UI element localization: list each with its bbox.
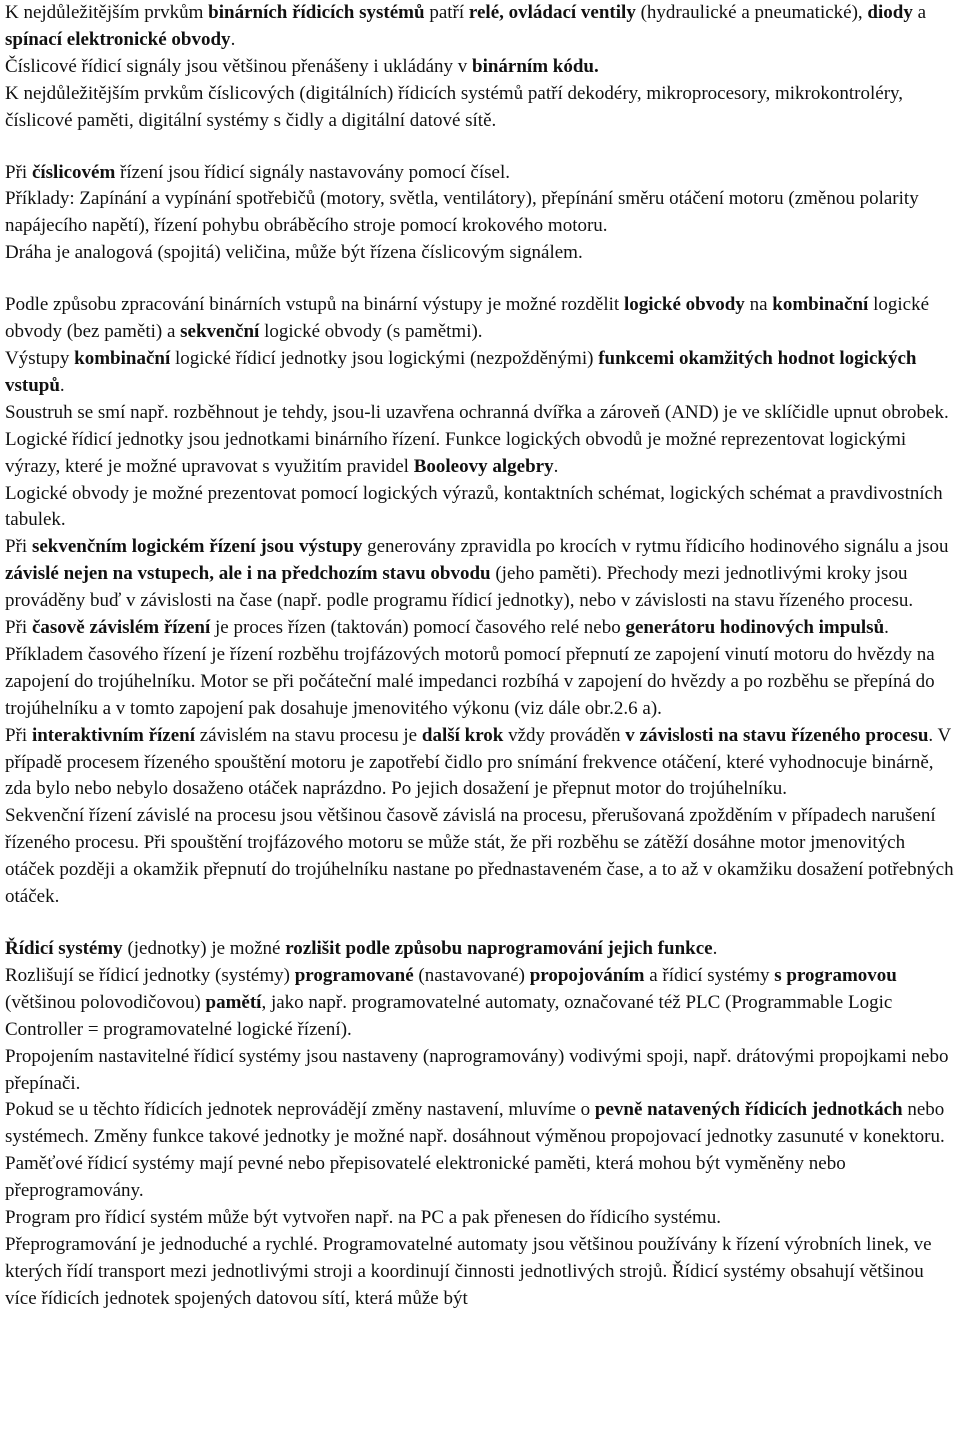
paragraph [5,936,955,963]
text-run: Propojením nastavitelné řídicí systémy jsou nastaveny (naprogramovány) vodivými spoji, např. drátovými propojkami nebo přepínači. [5,1045,949,1094]
bold-text: interaktivním řízení [31,724,195,746]
text-run: . [553,455,559,477]
text-run: , jako např. programovatelné automaty, označované též PLC (Programmable Logic Controller = programovatelné logické řízení). [5,991,893,1040]
paragraph [5,346,955,400]
bold-text: programované [294,964,414,986]
paragraph [5,1097,955,1151]
text-run: na [744,294,773,316]
text-run: (jeho paměti). Přechody mezi jednotlivými kroky jsou prováděny buď v závislosti na čase (např. podle programu řídicí jednotky), nebo v závislosti na stavu řízeného procesu. [5,563,914,612]
text-run: Logické obvody je možné prezentovat pomocí logických výrazů, kontaktních schémat, logických schémat a pravdivostních tabulek. [5,482,943,531]
bold-text: pamětí [205,991,262,1013]
text-run: K nejdůležitějším prvkům [5,2,209,23]
paragraph [5,400,955,427]
bold-text: funkcemi okamžitých hodnot logických vstupů [5,347,917,396]
paragraph [5,723,955,804]
text-run: a řídicí systémy [644,964,775,986]
paragraph [5,160,955,187]
text-run: Soustruh se smí např. rozběhnout je tehdy, jsou-li uzavřena ochranná dvířka a zároveň (AND) je ve sklíčidle upnut obrobek. [5,401,949,423]
bold-text: další krok [421,724,504,746]
paragraph-gap [5,267,955,292]
text-run: . V případě procesem řízeného spouštění motoru je zapotřebí čidlo pro snímání frekvence otáčení, které vyhodnocuje binárně, zda bylo nebo nebylo dosaženo otáček naprázdno. Po jejich dosažení je přepnut motor do trojúhelníku. [5,724,951,800]
text-run: Sekvenční řízení závislé na procesu jsou většinou časově závislá na procesu, přerušovaná zpožděním v případech narušení řízeného procesu. Při spouštění trojfázového motoru se může stát, že při rozběhu se zátěží dosáhne motor jmenovitých otáček později a okamžik přepnutí do trojúhelníku nastane po přednastaveném čase, a to až v okamžiku dosažení potřebných otáček. [5,805,954,908]
text-run: Číslicové řídicí signály jsou většinou přenášeny i ukládány v [5,55,473,77]
paragraph [5,615,955,723]
text-run: je proces řízen (taktován) pomocí časového relé nebo [210,617,626,639]
text-run: Logické řídicí jednotky jsou jednotkami binárního řízení. Funkce logických obvodů je možné reprezentovat logickými výrazy, které je možné upravovat s využitím pravidel [5,428,907,477]
paragraph-gap [5,911,955,936]
paragraph [5,54,955,81]
text-run: . [230,28,236,50]
paragraph [5,1205,955,1232]
bold-text: generátoru hodinových impulsů [625,617,885,639]
text-run: (většinou polovodičovou) [5,991,206,1013]
text-run: . [712,938,718,959]
bold-text: sekvenčním logickém řízení jsou výstupy [31,536,363,558]
paragraph [5,1044,955,1098]
text-run: Při [5,536,32,558]
paragraph [5,292,955,346]
text-run: Paměťové řídicí systémy mají pevné nebo přepisovatelé elektronické paměti, která mohou být vyměněny nebo přeprogramovány. [5,1153,846,1202]
paragraph [5,81,955,135]
bold-text: kombinační [74,347,171,369]
bold-text: závislé nejen na vstupech, ale i na předchozím stavu obvodu [5,563,491,585]
text-run: Přeprogramování je jednoduché a rychlé. Programovatelné automaty jsou většinou používány k řízení výrobních linek, ve kterých řídí transport mezi jednotlivými stroji a koordinují činnosti jednotlivých strojů. Řídicí systémy obsahují většinou více řídicích jednotek spojených datovou sítí, která může být [5,1233,932,1309]
paragraph [5,240,955,267]
text-run: Při [5,161,32,183]
bold-text: sekvenční [180,321,260,343]
paragraph-gap [5,135,955,160]
bold-text: číslicovém [31,161,116,183]
paragraph [5,534,955,615]
text-run: logické řídicí jednotky jsou logickými (nezpožděnými) [170,347,599,369]
text-run: Při [5,724,32,746]
bold-text: s programovou [774,964,897,986]
bold-text: relé, ovládací ventily [468,2,636,23]
text-run: Příklady: Zapínání a vypínání spotřebičů (motory, světla, ventilátory), přepínání směru otáčení motoru (změnou polarity napájecího napětí), řízení pohybu obráběcího stroje pomocí krokového motoru. [5,188,919,237]
bold-text: binárních řídicích systémů [208,2,425,23]
paragraph [5,427,955,481]
bold-text: pevně natavených řídicích jednotkách [594,1099,903,1121]
text-run: logické obvody (bez paměti) a [5,294,930,343]
paragraph [5,803,955,911]
bold-text: binárním kódu. [472,55,599,77]
text-run: . Příkladem časového řízení je řízení rozběhu trojfázových motorů pomocí přepnutí ze zapojení vinutí motoru do hvězdy na zapojení do trojúhelníku. Motor se při počáteční malé impedanci rozbíhá v zapojení do hvězdy a po rozběhu se přepíná do trojúhelníku a v tomto zapojení pak dosahuje jmenovitého výkonu (viz dále obr.2.6 a). [5,617,935,719]
text-run: Při [5,617,32,639]
text-run: Dráha je analogová (spojitá) veličina, může být řízena číslicovým signálem. [5,242,583,264]
text-run: K nejdůležitějším prvkům číslicových (digitálních) řídicích systémů patří dekodéry, mikroprocesory, mikrokontroléry, číslicové paměti, digitální systémy s čidly a digitální datové sítě. [5,82,904,131]
text-run: . [59,374,65,396]
text-run: generovány zpravidla po krocích v rytmu řídicího hodinového signálu a jsou [362,536,949,558]
text-run: řízení jsou řídicí signály nastavovány pomocí čísel. [115,161,510,183]
bold-text: v závislosti na stavu řízeného procesu [625,724,929,746]
text-run: Program pro řídicí systém může být vytvořen např. na PC a pak přenesen do řídicího systému. [5,1207,722,1229]
bold-text: časově závislém řízení [31,617,211,639]
bold-text: diody [867,2,913,23]
text-run: logické obvody (s pamětmi). [259,321,483,343]
paragraph [5,963,955,1044]
bold-text: Booleovy algebry [413,455,554,477]
text-run: (hydraulické a pneumatické), [635,2,868,23]
bold-text: kombinační [772,294,869,316]
document-body [5,0,955,1313]
paragraph [5,0,955,54]
bold-text: rozlišit podle způsobu naprogramování jejich funkce [285,938,713,959]
bold-text: logické obvody [623,294,745,316]
text-run: (jednotky) je možné [122,938,286,959]
text-run: a [912,2,927,23]
paragraph [5,186,955,240]
text-run: (nastavované) [413,964,530,986]
bold-text: propojováním [529,964,645,986]
text-run: nebo systémech. Změny funkce takové jednotky je možné např. dosáhnout výměnou propojovací jednotky zasunuté v konektoru. [5,1099,945,1148]
bold-text: Řídicí systémy [5,938,123,959]
text-run: Pokud se u těchto řídicích jednotek neprovádějí změny nastavení, mluvíme o [5,1099,595,1121]
text-run: vždy prováděn [503,724,626,746]
text-run: Podle způsobu zpracování binárních vstupů na binární výstupy je možné rozdělit [5,294,624,316]
text-run: závislém na stavu procesu je [195,724,422,746]
bold-text: spínací elektronické obvody [5,28,231,50]
text-run: patří [424,2,469,23]
paragraph [5,481,955,535]
paragraph [5,1151,955,1205]
text-run: Rozlišují se řídicí jednotky (systémy) [5,964,295,986]
paragraph [5,1232,955,1313]
text-run: Výstupy [5,347,75,369]
